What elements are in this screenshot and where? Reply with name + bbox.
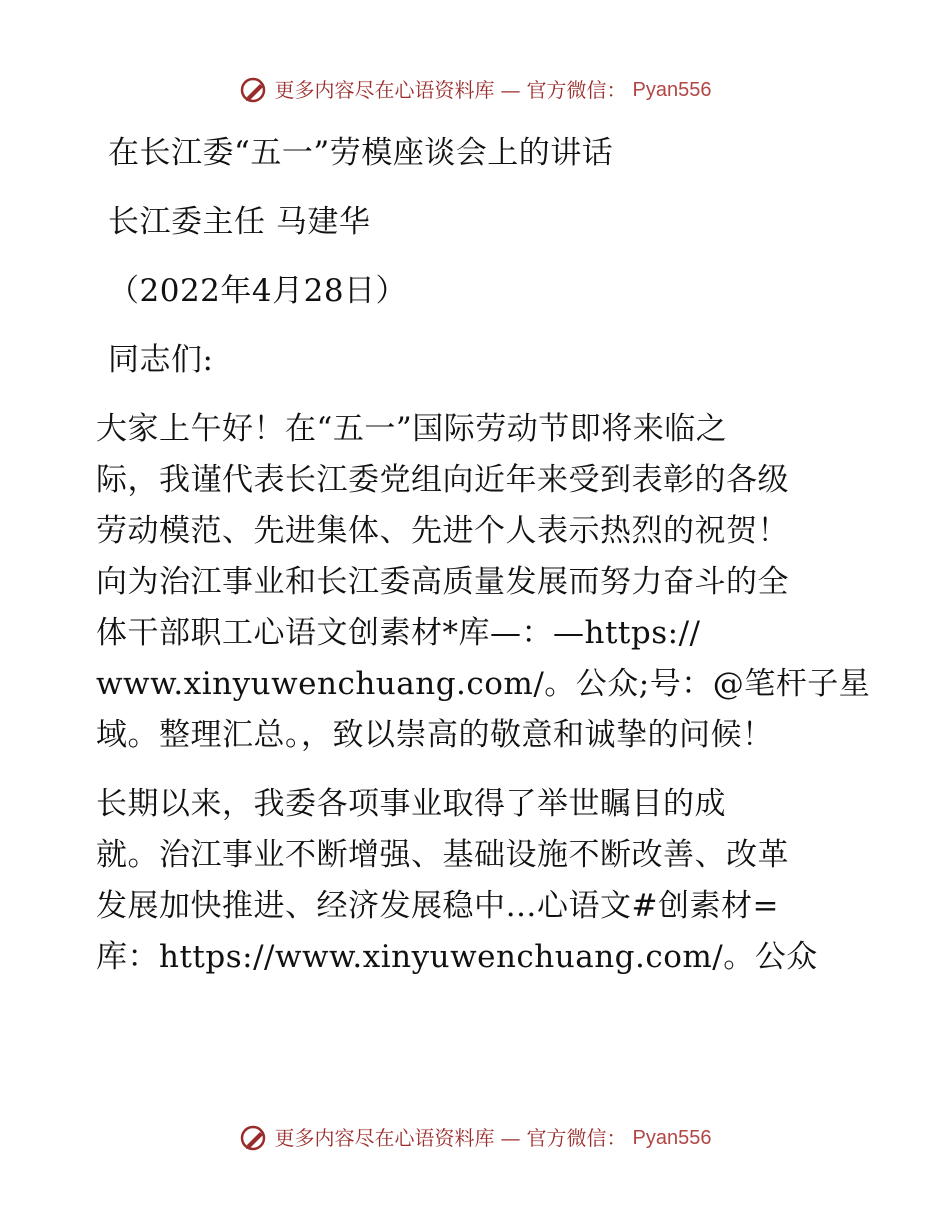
pen-circle-logo-icon xyxy=(239,1123,269,1153)
pen-circle-logo-icon xyxy=(239,75,269,105)
paragraph-line: 际，我谨代表长江委党组向近年来受到表彰的各级 xyxy=(96,462,789,498)
page-header xyxy=(0,70,950,110)
paragraph-line: 向为治江事业和长江委高质量发展而努力奋斗的全 xyxy=(96,564,789,600)
paragraph-line: 长期以来，我委各项事业取得了举世瞩目的成 xyxy=(96,786,726,822)
header-dash: — xyxy=(500,78,521,102)
paragraph-line: 劳动模范、先进集体、先进个人表示热烈的祝贺！ xyxy=(96,513,789,549)
paragraph-line: 域。整理汇总。，致以崇高的敬意和诚挚的问候！ xyxy=(96,717,774,753)
footer-dash: — xyxy=(500,1126,521,1150)
document-date: （2022年4月28日） xyxy=(108,273,408,309)
paragraph-1 xyxy=(96,404,871,761)
paragraph-2 xyxy=(96,779,856,983)
footer-brand-text: 更多内容尽在心语资料库 xyxy=(274,1126,495,1150)
footer-wechat-label: 官方微信： xyxy=(526,1126,627,1150)
paragraph-line: 体干部职工心语文创素材*库—：—https:// xyxy=(96,615,701,651)
header-wechat-label: 官方微信： xyxy=(526,78,627,102)
paragraph-line: 就。治江事业不断增强、基础设施不断改善、改革 xyxy=(96,837,789,873)
paragraph-line: 库：https://www.xinyuwenchuang.com/。公众 xyxy=(96,939,818,975)
paragraph-line: 发展加快推进、经济发展稳中…心语文#创素材= xyxy=(96,888,779,924)
header-brand-text: 更多内容尽在心语资料库 xyxy=(274,78,495,102)
footer-wechat-id: Pyan556 xyxy=(632,1127,712,1149)
header-watermark xyxy=(239,75,712,105)
document-title: 在长江委“五一”劳模座谈会上的讲话 xyxy=(108,135,614,171)
document-greeting: 同志们: xyxy=(108,342,214,378)
header-wechat-id: Pyan556 xyxy=(632,79,712,101)
paragraph-line: 大家上午好！在“五一”国际劳动节即将来临之 xyxy=(96,411,728,447)
document-body xyxy=(96,120,871,1001)
document-author: 长江委主任 马建华 xyxy=(108,204,371,240)
footer-watermark xyxy=(239,1123,712,1153)
page-footer xyxy=(0,1118,950,1158)
paragraph-line: www.xinyuwenchuang.com/。公众;号：@笔杆子星 xyxy=(96,666,871,702)
